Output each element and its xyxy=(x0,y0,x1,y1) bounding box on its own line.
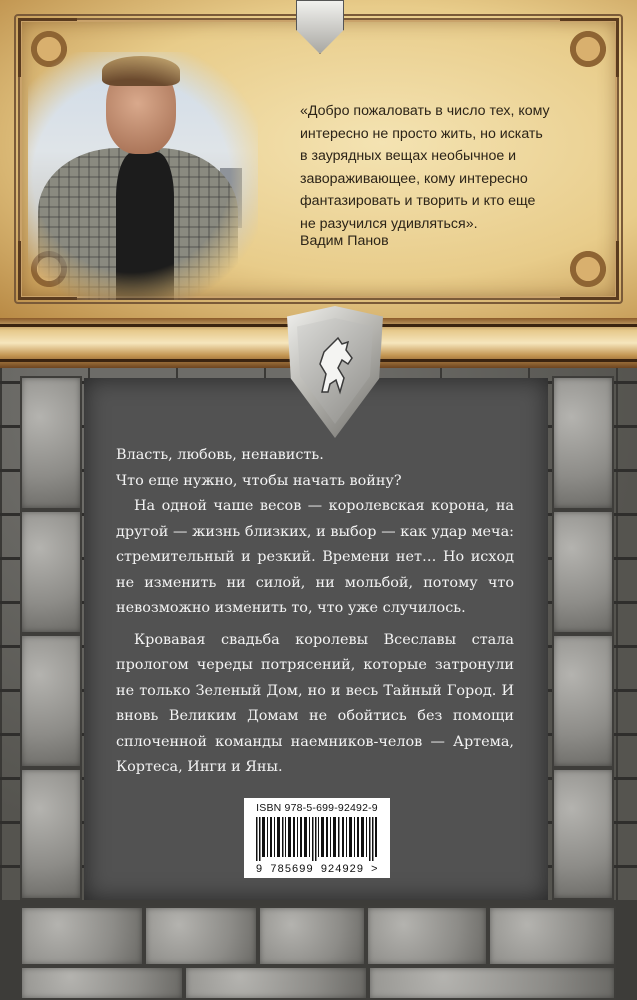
barcode-bars xyxy=(256,817,378,861)
tshirt-image xyxy=(116,152,174,302)
stone-block xyxy=(552,510,614,634)
stone-block xyxy=(552,634,614,768)
blurb-line: Власть, любовь, ненависть. xyxy=(116,447,324,463)
horse-icon xyxy=(308,334,362,398)
quote-author: Вадим Панов xyxy=(300,233,389,249)
stone-block xyxy=(20,634,82,768)
stone-block xyxy=(20,376,82,510)
stone-block xyxy=(552,376,614,510)
blurb-paragraph: На одной чаше весов — королевская корона, на другой — жизнь близких, и выбор — как удар меча: стремительный и резкий. Времени нет… Но исход не изменить ни силой, ни мольбой, потому что невозможно изменить то, что уже случилось. xyxy=(116,498,514,616)
stone-block xyxy=(144,906,258,966)
stone-block xyxy=(366,906,488,966)
parchment-panel xyxy=(0,0,637,320)
stone-block xyxy=(20,510,82,634)
stone-block xyxy=(488,906,616,966)
stone-block xyxy=(20,768,82,900)
stone-block xyxy=(552,768,614,900)
book-blurb xyxy=(116,443,514,781)
hair-image xyxy=(102,56,180,86)
stone-block xyxy=(20,966,184,1000)
author-quote: «Добро пожаловать в число тех, кому интересно не просто жить, но искать в заурядных вещах необычное и завораживающее, кому интересно фантазировать и творить и кто еще не разучился удивляться». xyxy=(300,103,550,232)
corner-ornament-icon xyxy=(560,241,619,300)
stone-block xyxy=(258,906,366,966)
stone-block xyxy=(20,906,144,966)
blurb-line: Что еще нужно, чтобы начать войну? xyxy=(116,472,402,489)
barcode-digits: 9 785699 924929 > xyxy=(255,864,379,876)
isbn-label: ISBN 978-5-699-92492-9 xyxy=(256,802,378,814)
author-photo xyxy=(28,52,258,300)
blurb-paragraph: Кровавая свадьба королевы Всеславы стала прологом череды потрясений, которые затронули не только Зеленый Дом, но и весь Тайный Город. И вновь Великим Домам не обойтись без помощи сплоченной команды наемников-челов — Артема, Кортеса, Инги и Яны. xyxy=(116,631,514,775)
stone-block xyxy=(368,966,616,1000)
stone-block xyxy=(184,966,368,1000)
barcode xyxy=(244,798,390,878)
corner-ornament-icon xyxy=(560,18,619,77)
